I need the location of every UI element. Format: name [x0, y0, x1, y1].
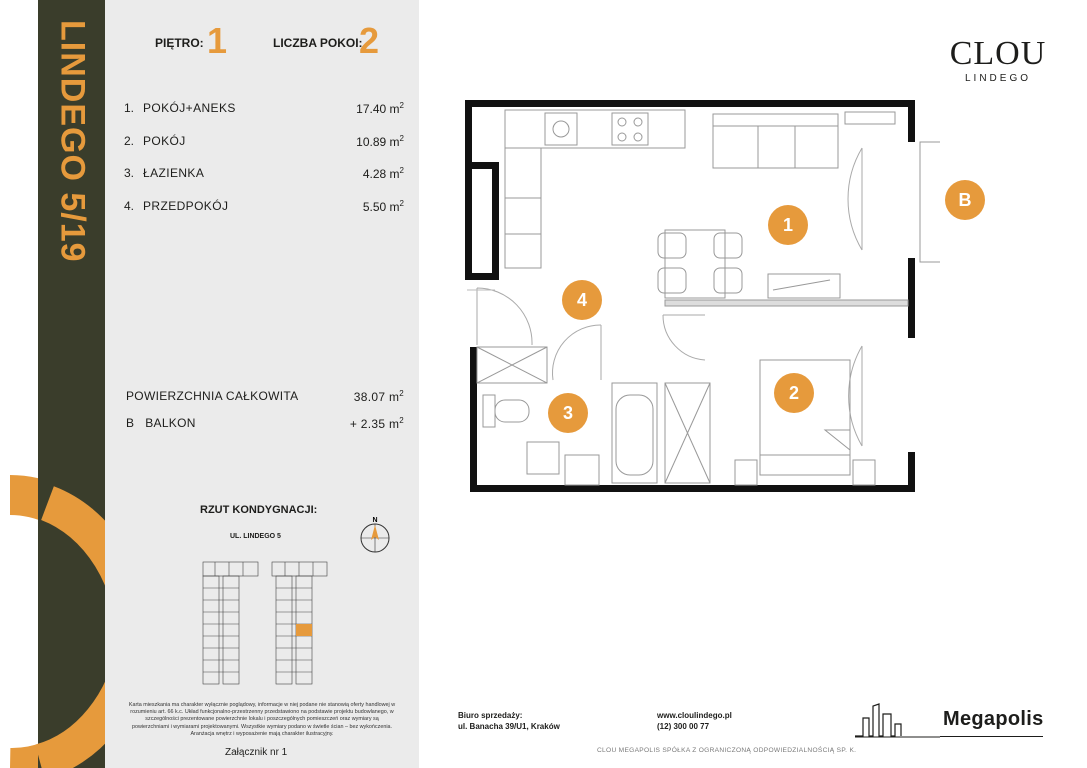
- room-row: [124, 134, 404, 150]
- annex-label: Załącznik nr 1: [225, 747, 288, 758]
- floor-plan-title: RZUT KONDYGNACJI:: [200, 504, 318, 516]
- room-name: PRZEDPOKÓJ: [143, 199, 229, 213]
- room-number: 2.: [124, 134, 135, 148]
- street-label: UL. LINDEGO 5: [230, 533, 281, 540]
- balcony-area: + 2.35 $m^2$: [349, 416, 404, 431]
- clou-logo: [948, 35, 1048, 87]
- floor-plan: [455, 90, 940, 500]
- logo-sub-text: LINDEGO: [964, 73, 1031, 84]
- room-number: 1.: [124, 101, 135, 115]
- room-badge-2: 2: [774, 373, 814, 413]
- total-area-row: [126, 389, 404, 405]
- room-badge-3: 3: [548, 393, 588, 433]
- room-area: 10.89 $m^2$: [356, 134, 404, 149]
- total-area-label: POWIERZCHNIA CAŁKOWITA: [126, 389, 299, 403]
- room-number: 4.: [124, 199, 135, 213]
- room-name: POKÓJ+ANEKS: [143, 101, 236, 115]
- room-row: [124, 101, 404, 117]
- disclaimer-text: Karta mieszkania ma charakter wyłącznie poglądowy, informacje w niej podane nie stanowią oferty handlowej w rozumieniu art. 66 k.c. Układ funkcjonalno-przestrzenny przedstawiono na podstawie projektu budowlanego, w szczególności prezentowane powierzchnie lokalu i poszczególnych pomieszczeń oraz wymiary są powierzchniami i wymiarami projektowanymi. Wszystkie wymiary podano w świetle ścian – bez wykończenia. Aranżacja wnętrz i wyposażenie mają charakter ilustracyjny.: [128, 702, 396, 737]
- balcony-label: B BALKON: [126, 416, 196, 430]
- contact-info: [657, 710, 732, 732]
- sales-office-label: Biuro sprzedaży:: [458, 711, 523, 720]
- room-row: [124, 166, 404, 182]
- building-title: LINDEGO 5/19: [53, 20, 92, 263]
- website-link[interactable]: www.cloulindego.pl: [657, 711, 732, 720]
- sales-office-address: ul. Banacha 39/U1, Kraków: [458, 722, 560, 731]
- megapolis-logo: [855, 700, 1045, 740]
- rooms-count-label: LICZBA POKOI:: [273, 36, 363, 50]
- room-name: POKÓJ: [143, 134, 186, 148]
- room-number: 3.: [124, 166, 135, 180]
- floor-plan-drawing: [455, 90, 940, 500]
- room-badge-1: 1: [768, 205, 808, 245]
- skyline-icon: [855, 700, 940, 740]
- total-area-value: 38.07 $m^2$: [353, 389, 404, 404]
- rooms-count-value: 2: [359, 20, 380, 61]
- room-area: 17.40 $m^2$: [356, 101, 404, 116]
- compass-label: N: [372, 517, 378, 524]
- phone-number: (12) 300 00 77: [657, 722, 710, 731]
- room-row: [124, 199, 404, 215]
- room-badge-balcony: B: [945, 180, 985, 220]
- room-name: ŁAZIENKA: [143, 166, 205, 180]
- room-area: 4.28 $m^2$: [362, 166, 404, 181]
- logo-main-text: CLOU: [949, 35, 1047, 72]
- megapolis-brand: Megapolis: [943, 708, 1044, 730]
- building-mini-plan: [201, 556, 331, 690]
- room-badge-4: 4: [562, 280, 602, 320]
- compass-icon: [357, 514, 393, 554]
- sales-office: [458, 710, 560, 732]
- company-name: CLOU MEGAPOLIS SPÓŁKA Z OGRANICZONĄ ODPOWIEDZIALNOŚCIĄ SP. K.: [597, 747, 857, 754]
- info-panel: [105, 0, 419, 768]
- balcony-row: [126, 416, 404, 432]
- room-area: 5.50 $m^2$: [362, 199, 404, 214]
- floor-value: 1: [207, 20, 228, 61]
- floor-label: PIĘTRO:: [155, 36, 204, 50]
